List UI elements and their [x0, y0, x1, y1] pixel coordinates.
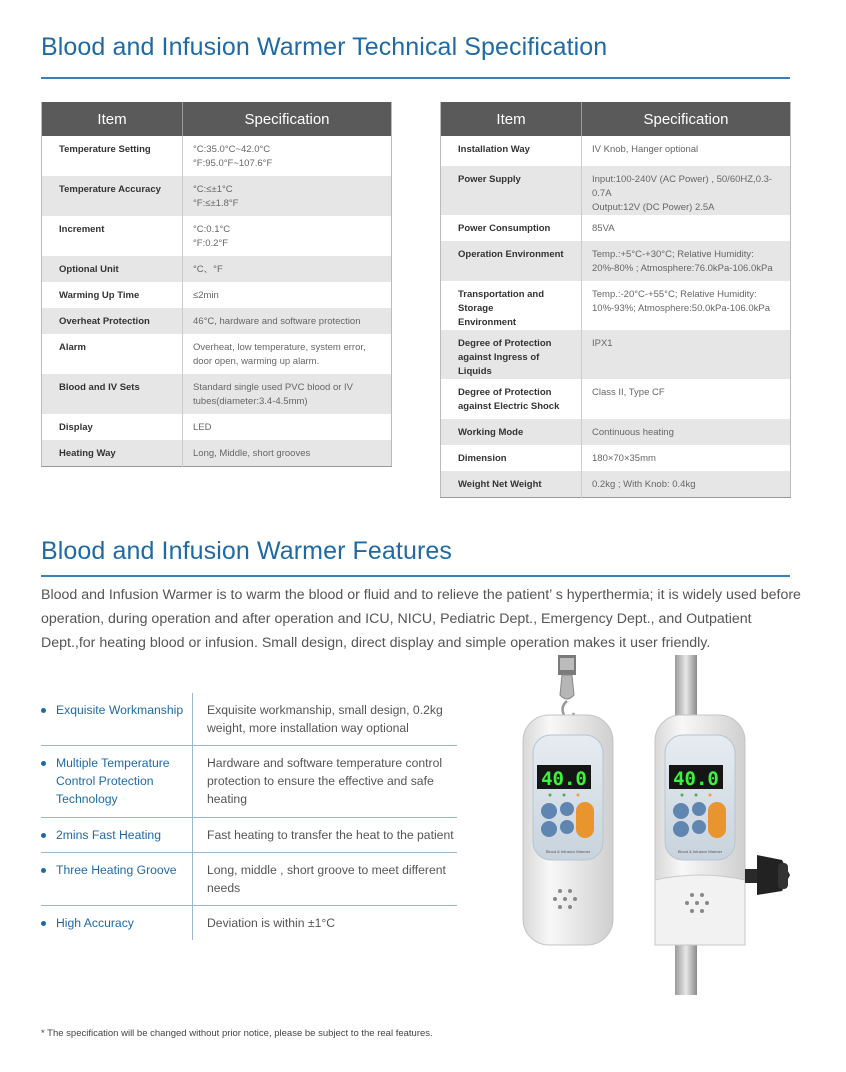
led-display-left: 40.0	[541, 768, 587, 790]
hanger-hook-icon	[558, 655, 576, 718]
feature-name	[41, 746, 193, 817]
feature-description: Exquisite workmanship, small design, 0.2kg weight, more installation way optional	[207, 703, 443, 735]
spec-value: 46°C, hardware and software protection	[183, 308, 392, 334]
spec-row	[42, 374, 392, 414]
spec-value: °C:≤±1°C °F:≤±1.8°F	[183, 176, 392, 216]
spec-item-label: Dimension	[441, 445, 582, 471]
spec-value: °C、°F	[183, 256, 392, 282]
spec-value: IV Knob, Hanger optional	[592, 144, 699, 155]
spec-value: LED	[193, 422, 212, 433]
bullet-icon	[41, 761, 46, 766]
spec-value: °C:35.0°C~42.0°C °F:95.0°F~107.6°F	[193, 144, 273, 169]
column-header-specification: Specification	[183, 102, 392, 136]
spec-item-label: Heating Way	[42, 440, 183, 466]
spec-item-label: Alarm	[42, 334, 183, 374]
spec-item-label: Transportation and Storage Environment	[441, 281, 582, 330]
spec-row	[42, 176, 392, 216]
features-intro: Blood and Infusion Warmer is to warm the blood or fluid and to relieve the patient’ s hyperthermia; it is widely used before operation, during operation and after operation and ICU, NICU, Pediatric Dept., Emergency Dept., and Outpatient Dept.,for heating blood or infusion. Small design, direct display and simple operation makes it user friendly.	[41, 587, 801, 651]
spec-item-label: Temperature Accuracy	[42, 176, 183, 216]
spec-item-label: Degree of Protection against Electric Shock	[441, 379, 582, 419]
feature-row	[41, 746, 457, 818]
iv-knob-icon	[745, 855, 790, 895]
feature-name	[41, 906, 193, 940]
spec-value: Class II, Type CF	[592, 387, 665, 398]
feature-name-text: Three Heating Groove	[56, 863, 177, 877]
feature-description: Fast heating to transfer the heat to the patient	[207, 828, 454, 842]
spec-value: Input:100-240V (AC Power) , 50/60HZ,0.3-0.7A Output:12V (DC Power) 2.5A	[582, 166, 791, 215]
svg-text:Blood & Infusion Warmer: Blood & Infusion Warmer	[677, 849, 723, 854]
spec-value: Temp.:+5°C-+30°C; Relative Humidity: 20%-80% ; Atmosphere:76.0kPa-106.0kPa	[582, 241, 791, 281]
spec-item-label: Installation Way	[441, 136, 582, 166]
spec-value: Standard single used PVC blood or IV tubes(diameter:3.4-4.5mm)	[183, 374, 392, 414]
bullet-icon	[41, 868, 46, 873]
spec-row	[441, 166, 791, 215]
spec-row	[42, 282, 392, 308]
bullet-icon	[41, 708, 46, 713]
spec-item-label: Degree of Protection against Ingress of Liquids	[441, 330, 582, 379]
spec-row	[441, 241, 791, 281]
spec-item-label: Power Consumption	[441, 215, 582, 241]
spec-value: Continuous heating	[582, 419, 791, 445]
spec-value: IPX1	[582, 330, 791, 379]
warmer-device-right	[655, 715, 745, 945]
spec-value: Temp.:-20°C-+55°C; Relative Humidity: 10%-93%; Atmosphere:50.0kPa-106.0kPa	[592, 289, 770, 314]
spec-value: Overheat, low temperature, system error, door open, warming up alarm.	[193, 342, 366, 367]
spec-row	[441, 419, 791, 445]
features-list	[41, 693, 457, 940]
feature-name-text: 2mins Fast Heating	[56, 828, 161, 842]
spec-item-label: Operation Environment	[441, 241, 582, 281]
product-image	[520, 655, 800, 995]
feature-row	[41, 818, 457, 853]
title-divider	[41, 77, 790, 79]
feature-name-text: Multiple Temperature Control Protection Technology	[56, 756, 170, 806]
spec-item-label: Display	[42, 414, 183, 440]
spec-item-label: Overheat Protection	[42, 308, 183, 334]
feature-row	[41, 906, 457, 940]
spec-row	[441, 136, 791, 166]
spec-item-label: Warming Up Time	[42, 282, 183, 308]
spec-row	[441, 281, 791, 330]
spec-row	[42, 136, 392, 176]
spec-row	[441, 379, 791, 419]
footnote: * The specification will be changed without prior notice, please be subject to the real features.	[41, 1028, 433, 1039]
spec-item-label: Optional Unit	[42, 256, 183, 282]
spec-row	[441, 330, 791, 379]
feature-row	[41, 693, 457, 746]
feature-name	[41, 693, 193, 745]
spec-row	[441, 215, 791, 241]
spec-value: 0.2kg ; With Knob: 0.4kg	[582, 471, 791, 497]
spec-value: 85VA	[592, 223, 615, 234]
spec-row	[441, 445, 791, 471]
feature-description: Deviation is within ±1°C	[207, 916, 336, 930]
warmer-device-left	[523, 715, 613, 945]
bullet-icon	[41, 921, 46, 926]
spec-value: ≤2min	[193, 290, 219, 301]
feature-row	[41, 853, 457, 906]
spec-row	[42, 256, 392, 282]
spec-row	[42, 308, 392, 334]
column-header-item: Item	[441, 102, 582, 136]
spec-row	[42, 334, 392, 374]
column-header-specification: Specification	[582, 102, 791, 136]
spec-value: °C:0.1°C °F:0.2°F	[193, 224, 231, 249]
spec-table-left	[41, 102, 392, 467]
spec-item-label: Working Mode	[441, 419, 582, 445]
spec-item-label: Power Supply	[441, 166, 582, 215]
bullet-icon	[41, 833, 46, 838]
spec-item-label: Increment	[42, 216, 183, 256]
spec-item-label: Weight Net Weight	[441, 471, 582, 497]
feature-name-text: Exquisite Workmanship	[56, 703, 184, 717]
feature-name-text: High Accuracy	[56, 916, 134, 930]
spec-table-right	[440, 102, 791, 498]
spec-item-label: Blood and IV Sets	[42, 374, 183, 414]
feature-description: Long, middle , short groove to meet different needs	[207, 863, 446, 895]
feature-description: Hardware and software temperature control protection to ensure the effective and safe heating	[207, 756, 443, 806]
feature-name	[41, 853, 193, 905]
spec-row	[441, 471, 791, 497]
spec-item-label: Temperature Setting	[42, 136, 183, 176]
spec-section-title: Blood and Infusion Warmer Technical Specification	[41, 33, 608, 61]
column-header-item: Item	[42, 102, 183, 136]
spec-row	[42, 440, 392, 466]
features-divider	[41, 575, 790, 577]
feature-name	[41, 818, 193, 852]
spec-value: Long, Middle, short grooves	[183, 440, 392, 466]
led-display-right: 40.0	[673, 768, 719, 790]
spec-row	[42, 216, 392, 256]
spec-row	[42, 414, 392, 440]
spec-value: 180×70×35mm	[592, 453, 656, 464]
features-section-title: Blood and Infusion Warmer Features	[41, 537, 453, 565]
svg-text:Blood & Infusion Warmer: Blood & Infusion Warmer	[545, 849, 591, 854]
